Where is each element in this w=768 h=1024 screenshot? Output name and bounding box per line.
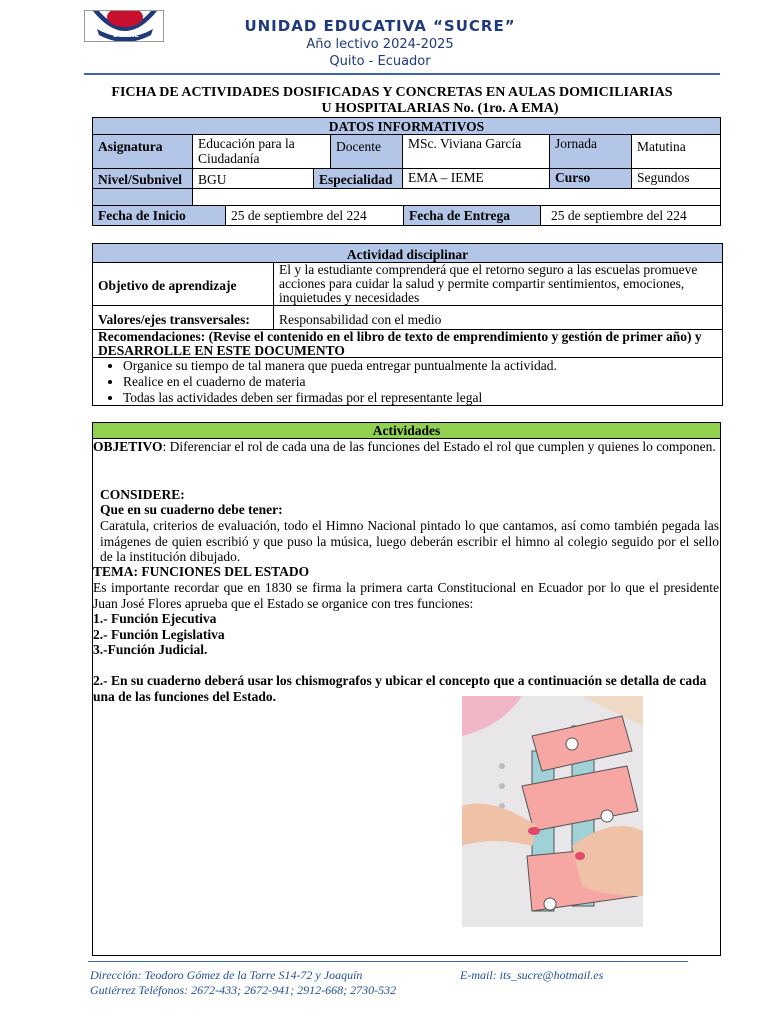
especialidad-label: Especialidad [313, 168, 403, 189]
fecha-inicio-label: Fecha de Inicio [92, 205, 226, 226]
recomendaciones-text: Recomendaciones: (Revise el contenido en el libro de texto de emprendimiento y gestión de primer año) y DESARROLLE EN ESTE DOCUMENTO [92, 329, 723, 358]
tema-heading: TEMA: FUNCIONES DEL ESTADO [93, 564, 310, 579]
school-city: Quito - Ecuador [329, 54, 431, 69]
funcion-ejecutiva: 1.- Función Ejecutiva [93, 611, 217, 626]
actividades-heading: Actividades [92, 422, 721, 439]
footer-telefonos: Gutiérrez Teléfonos: 2672-433; 2672-941; 2912-668; 2730-532 [90, 983, 397, 997]
empty-value-cell [192, 188, 721, 206]
docente-value: MSc. Viviana García [402, 134, 550, 169]
school-name: UNIDAD EDUCATIVA “SUCRE” [244, 17, 516, 35]
actividad-heading: Actividad disciplinar [92, 243, 723, 263]
cuaderno-label: Que en su cuaderno debe tener: [100, 502, 283, 517]
instruccion-chismografos: 2.- En su cuaderno deberá usar los chismografos y ubicar el concepto que a continuación se detalla de cada una de las funciones del Estado. [93, 673, 707, 704]
objetivo-label: OBJETIVO [93, 439, 163, 454]
objetivo-aprendizaje-value: El y la estudiante comprenderá que el retorno seguro a las escuelas promueve acciones para cuidar la salud y permite compartir sentimientos, emociones, inquietudes y necesidades [273, 262, 723, 306]
logo-text: SUCRE [113, 31, 140, 39]
valores-value: Responsabilidad con el medio [273, 305, 723, 330]
funcion-judicial: 3.-Función Judicial. [93, 642, 208, 657]
objetivo-text: : Diferenciar el rol de cada una de las funciones del Estado el rol que cumplen y quienes lo componen. [162, 439, 716, 454]
list-item: • Realice en el cuaderno de materia [123, 374, 722, 390]
objetivo-aprendizaje-label: Objetivo de aprendizaje [92, 262, 274, 306]
jornada-value: Matutina [631, 134, 721, 169]
funcion-legislativa: 2.- Función Legislativa [93, 627, 225, 642]
asignatura-label: Asignatura [92, 134, 193, 169]
list-item: • Organice su tiempo de tal manera que pueda entregar puntualmente la actividad. [123, 358, 722, 374]
asignatura-value: Educación para la Ciudadanía [192, 134, 331, 169]
empty-label-cell [92, 188, 193, 206]
fecha-inicio-value: 25 de septiembre del 224 [225, 205, 404, 226]
fecha-entrega-value: 25 de septiembre del 224 [540, 205, 721, 226]
school-year: Año lectivo 2024-2025 [306, 37, 454, 52]
especialidad-value: EMA – IEME [402, 168, 550, 189]
chismografo-photo [462, 696, 643, 927]
footer-direccion: Dirección: Teodoro Gómez de la Torre S14-72 y Joaquín [90, 968, 363, 982]
footer-divider [88, 961, 688, 962]
document-title-line2: U HOSPITALARIAS No. (1ro. A EMA) [321, 101, 559, 116]
curso-value: Segundos [631, 168, 721, 189]
recomendaciones-list [93, 358, 722, 406]
footer [90, 968, 730, 998]
objetivo-paragraph [93, 439, 717, 455]
docente-label: Docente [330, 134, 403, 169]
header-divider [84, 73, 720, 75]
considere-heading: CONSIDERE: [100, 487, 185, 502]
school-logo [84, 10, 164, 42]
nivel-label: Nivel/Subnivel [92, 168, 193, 189]
jornada-label: Jornada [549, 134, 632, 169]
valores-label: Valores/ejes transversales: [92, 305, 274, 330]
nivel-value: BGU [192, 168, 314, 189]
curso-label: Curso [549, 168, 632, 189]
cuaderno-text: Caratula, criterios de evaluación, todo el Himno Nacional pintado lo que cantamos, así como también pegada las imágenes de quien escribió y que puso la música, luego deberán escribir el himno al colegio seguido por el sello de la institución dibujado. [100, 518, 719, 564]
footer-email: E-mail: its_sucre@hotmail.es [460, 968, 604, 982]
recomendaciones-list-box [92, 357, 723, 406]
list-item: • Todas las actividades deben ser firmadas por el representante legal [123, 390, 722, 406]
tema-intro: Es importante recordar que en 1830 se firma la primera carta Constitucional en Ecuador por lo que el presidente Juan José Flores aprueba que el Estado se organice con tres funciones: [93, 580, 719, 611]
datos-heading: DATOS INFORMATIVOS [92, 117, 721, 135]
fecha-entrega-label: Fecha de Entrega [403, 205, 541, 226]
document-title-line1: FICHA DE ACTIVIDADES DOSIFICADAS Y CONCRETAS EN AULAS DOMICILIARIAS [111, 85, 673, 100]
